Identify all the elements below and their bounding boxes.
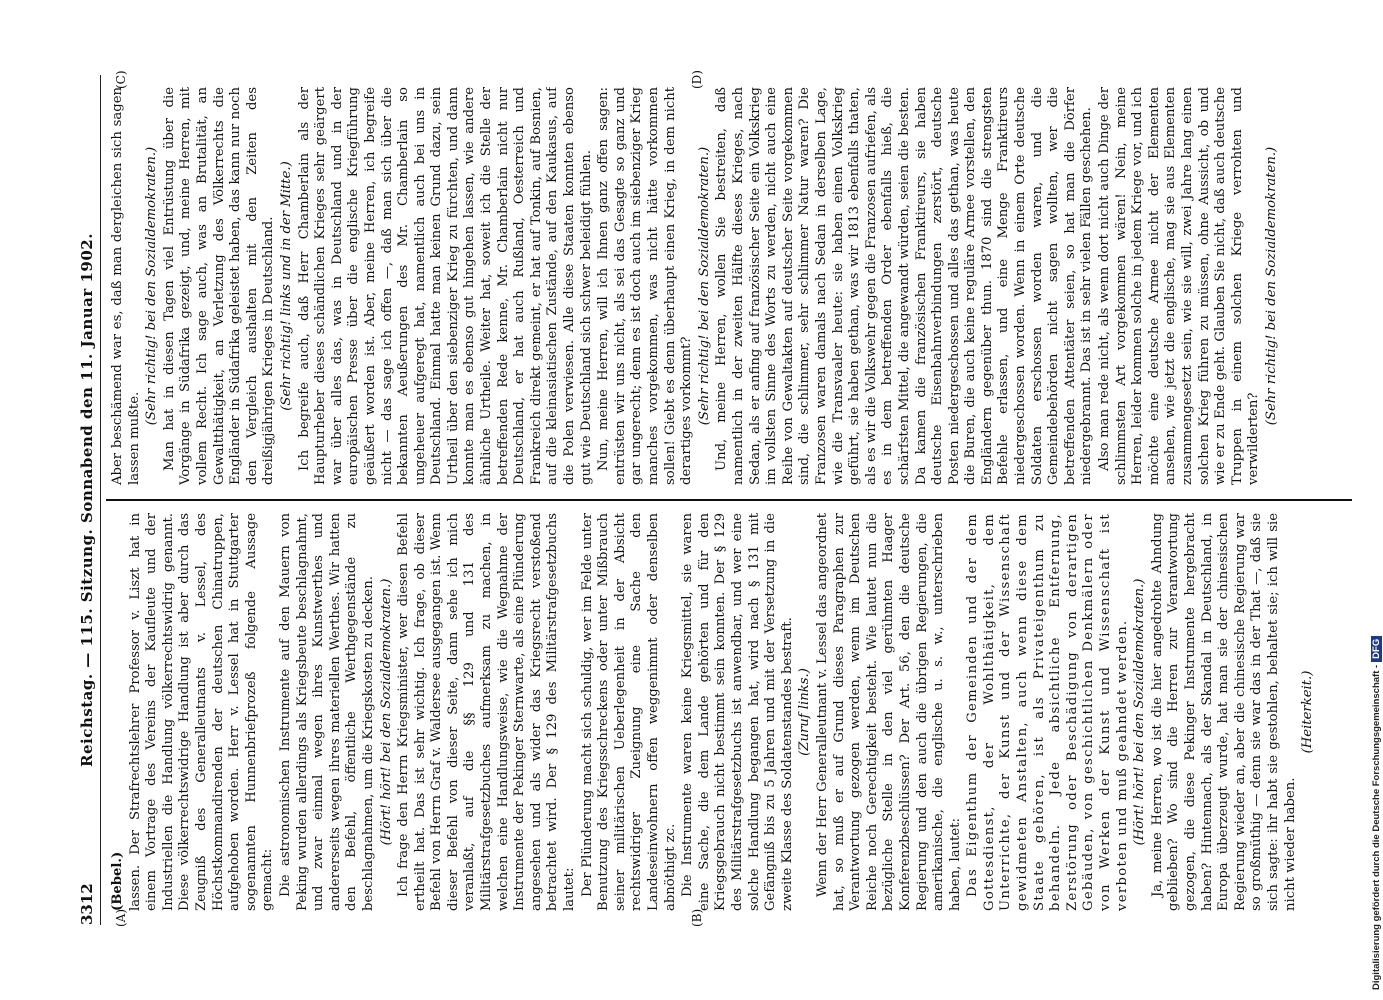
rotated-page (70, 70, 1360, 927)
right-column-paragraph: Also man rede nicht, als wenn dort nicht auch Dinge der schlimmsten Art vorgekommen wären! Nein, meine Herren, leider kommen solche in jedem Kriege vor, und ich möchte eine deutsche Armee nicht der Elementen ansehen, wie jetzt die englische, mag sie aus Elementen zusammengesetzt sein, wie sie will, zwei Jahre lang einen solchen Krieg führen zu müssen, ohne Aussicht, ob und wie er zu Ende geht. Glauben Sie nicht, daß auch deutsche Truppen in einem solchen Kriege verrohten und verwilderten? (1097, 87, 1262, 485)
right-column-paragraph: (Sehr richtig! bei den Sozialdemokraten.) (696, 146, 712, 426)
left-column-paragraph: (Zuruf links.) (797, 668, 813, 756)
right-column-paragraph: (Sehr richtig! bei den Sozialdemokraten.) (1263, 146, 1279, 426)
right-column-paragraph: Ich begreife auch, daß Herr Chamberlain als der Haupturheber dieses schändlichen Krieges sehr geärgert war über alles das, was in Deutschland und in der europäischen Presse über die englische Kriegführung geäußert worden ist. Aber, meine Herren, ich begreife nicht — das sage ich offen —, daß man sich über die bekannten Aeußerungen des Mr. Chamberlain so ungeheuer aufgeregt hat, namentlich auch bei uns in Deutschland. Einmal hatte man keinen Grund dazu, sein Urtheil über den siebenziger Krieg zu fürchten, und dann konnte man es ebenso gut hingehen lassen, wie andere ähnliche Urtheile. Weiter hat, soweit ich die Stelle der betreffenden Rede kenne, Mr. Chamberlain nicht nur Deutschland, er hat auch Rußland, Oesterreich und Frankreich direkt gemeint, er hat auf Tonkin, auf Bosnien, auf die kleinasiatischen Zustände, auf den Kaukasus, auf die Polen verwiesen. Alle diese Staaten konnten ebenso gut wie Deutschland sich schwer beleidigt fühlen. (296, 87, 594, 485)
right-column (110, 87, 1348, 485)
left-column (110, 513, 1348, 911)
header-rule (100, 75, 101, 925)
left-column-paragraph: Wenn der Herr Generalleutnant v. Lessel das angeordnet hat, so muß er auf Grund dieses Paragraphen zur Verantwortung gezogen werden, wenn im Deutschen Reiche noch Gerechtigkeit besteht. Wie lautet nun die bezügliche Stelle in den viel gerühmten Haager Konferenzbeschlüssen? Der Art. 56, den die deutsche Regierung und den auch die übrigen Regierungen, die amerikanische, die englische u. s. w., unterschrieben haben, lautet: (814, 513, 963, 911)
margin-marker-d: (D) (690, 70, 704, 89)
right-column-paragraph: Nun, meine Herren, will ich Ihnen ganz offen sagen: entrüsten wir uns nicht, als sei das Gesagte so ganz und gar ungerecht; denn es ist doch auch im siebenziger Krieg manches vorgekommen, was nicht hätte vorkommen sollen! Giebt es denn überhaupt einen Krieg, in dem nicht derartiges vorkommt? (596, 87, 695, 485)
left-column-paragraph: Die astronomischen Instrumente auf den Mauern von Peking wurden allerdings als Kriegsbeute beschlagnahmt, und zwar einmal wegen ihres Kunstwerthes und andererseits wegen ihres materiellen Werthes. Wir hatten den Befehl, öffentliche Werthgegenstände zu beschlagnahmen, um die Kriegskosten zu decken. (277, 513, 376, 911)
left-column-paragraph: (Hört! hört! bei den Sozialdemokraten.) (1132, 578, 1148, 846)
margin-marker-b: (B) (690, 908, 704, 927)
right-column-paragraph: Man hat in diesen Tagen viel Entrüstung über die Vorgänge in Südafrika gezeigt, und, meine Herren, mit vollem Recht. Ich sage auch, was an Brutalität, an Gewaltthätigkeit, an Verletzung des Völkerrechts die Engländer in Südafrika geleistet haben, das kann nur noch den Vergleich aushalten mit den Zeiten des dreißigjährigen Krieges in Deutschland. (161, 87, 277, 485)
left-column-paragraph: Der Plünderung macht sich schuldig, wer im Felde unter Benutzung des Kriegsschreckens oder unter Mißbrauch seiner militärischen Ueberlegenheit in der Absicht rechtswidriger Zueignung eine Sache den Landeseinwohnern offen weggenimmt oder denselben abnöthigt zc. (579, 513, 678, 911)
left-column-paragraph: lassen. Der Strafrechtslehrer Professor v. Liszt hat in einem Vortrage des Vereins der Kaufleute und der Industriellen die Handlung völkerrechtswidrig genannt. Diese völkerrechtswidrige Handlung ist aber durch das Zeugniß des Generalleutnants v. Lessel, des Höchstkommandirenden der deutschen Chinatruppen, aufgehoben worden. Herr v. Lessel hat in Stuttgarter sogenannten Hunnenbriefprozeß folgende Aussage gemacht: (127, 513, 276, 911)
left-column-paragraph: Ja, meine Herren, wo ist die hier angedrohte Ahndung geblieben? Wo sind die Herren zur Verantwortung gezogen, die diese Pekinger Instrumente hergebracht haben? Hintennach, als der Skandal in Deutschland, in Europa überzeugt wurde, hat man sie der chinesischen Regierung wieder an, aber die chinesische Regierung war so großmüthig — denn sie war das in der That —, daß sie sich sagte: ihr habt sie gestohlen, behaltet sie; ich will sie nicht wieder haben. (1149, 513, 1298, 911)
right-column-paragraph: (Sehr richtig! links und in der Mitte.) (278, 161, 294, 411)
column-divider (106, 499, 1352, 501)
right-column-paragraph: Und, meine Herren, wollen Sie bestreiten, daß namentlich in der zweiten Hälfte dieses Krieges, nach Sedan, als er anfing auf französischer Seite ein Volkskrieg im vollsten Sinne des Worts zu werden, nicht auch eine Reihe von Gewaltakten auf deutscher Seite vorgekommen sind, die schlimmer, sehr schlimmer Natur waren? Die Franzosen waren damals nach Sedan in derselben Lage, wie die Transvaaler heute: sie haben einen Volkskrieg geführt, sie haben gethan, was wir 1813 ebenfalls thaten, als es wir die Volkswehr gegen die Franzosen aufriefen, als es in dem betreffenden Order ebenfalls hieß, die schärfsten Mittel, die angewandt würden, seien die besten. Da kamen die französischen Franktireurs, sie haben deutsche Eisenbahnverbindungen zerstört, deutsche Posten niedergeschossen und alles das gethan, was heute die Buren, die auch keine reguläre Armee vorstellen, den Engländern gegenüber thun. 1870 sind die strengsten Befehle erlassen, und eine Menge Franktireurs niedergeschossen worden. Wenn in einem Orte deutsche Soldaten erschossen worden waren, und die Gemeindebehörden nicht sagen wollten, wer die betreffenden Attentäter seien, so hat man die Dörfer niedergebrannt. Das ist in sehr vielen Fällen geschehen. (714, 87, 1095, 485)
page-number: 3312 (78, 883, 96, 925)
left-column-paragraph: Die Instrumente waren keine Kriegsmittel, sie waren eine Sache, die dem Lande gehörten und für den Kriegsgebrauch nicht bestimmt sein konnten. Der § 129 des Militärstrafgesetzbuchs ist anwendbar, und wer eine solche Handlung begangen hat, wird nach § 131 mit Gefängniß bis zu 5 Jahren und mit der Versetzung in die zweite Klasse des Soldatenstandes bestraft. (680, 513, 795, 911)
margin-marker-c: (C) (114, 70, 128, 89)
margin-marker-a: (A) (114, 908, 128, 927)
left-column-paragraph: (Hört! hört! bei den Sozialdemokraten.) (378, 578, 394, 846)
credit-text: Digitalisierung gefördert durch die Deutsche Forschungsgemeinschaft - (1371, 664, 1382, 990)
page-header (70, 75, 104, 925)
left-column-paragraph: (Bebel.) (110, 851, 125, 911)
left-column-paragraph: (Heiterkeit.) (1300, 670, 1316, 754)
dfg-logo: DFG (1371, 636, 1382, 662)
right-column-paragraph: (Sehr richtig! bei den Sozialdemokraten.) (144, 146, 160, 426)
session-title: Reichstag. — 115. Sitzung. Sonnabend den 11. Januar 1902. (78, 233, 96, 767)
right-column-paragraph: Aber beschämend war es, daß man dergleichen sich sagen lassen mußte. (110, 87, 142, 485)
digitization-credit (1371, 0, 1383, 990)
left-column-paragraph: Das Eigenthum der Gemeinden und der dem Gottesdienst, der Wohlthätigkeit, dem Unterrichte, der Kunst und der Wissenschaft gewidmeten Anstalten, auch wenn diese dem Staate gehören, ist als Privateigenthum zu behandeln. Jede absichtliche Entfernung, Zerstörung oder Beschädigung von derartigen Gebäuden, von geschichtlichen Denkmälern oder von Werken der Kunst und Wissenschaft ist verboten und muß geahndet werden. (965, 513, 1130, 911)
left-column-paragraph: Ich frage den Herrn Kriegsminister, wer diesen Befehl ertheilt hat. Das ist sehr wichtig. Ich frage, ob dieser Befehl von Herrn Graf v. Waldersee ausgegangen ist. Wenn dieser Befehl von dieser Seite, dann sehe ich mich veranlaßt, auf die §§ 129 und 131 des Militärstrafgesetzbuches aufmerksam zu machen, in welchen eine Handlungsweise, wie die Wegnahme der Instrumente der Pekinger Sternwarte, als eine Plünderung angesehen und als wider das Kriegsrecht verstoßend betrachtet wird. Der § 129 des Militärstrafgesetzbuchs lautet: (396, 513, 578, 911)
